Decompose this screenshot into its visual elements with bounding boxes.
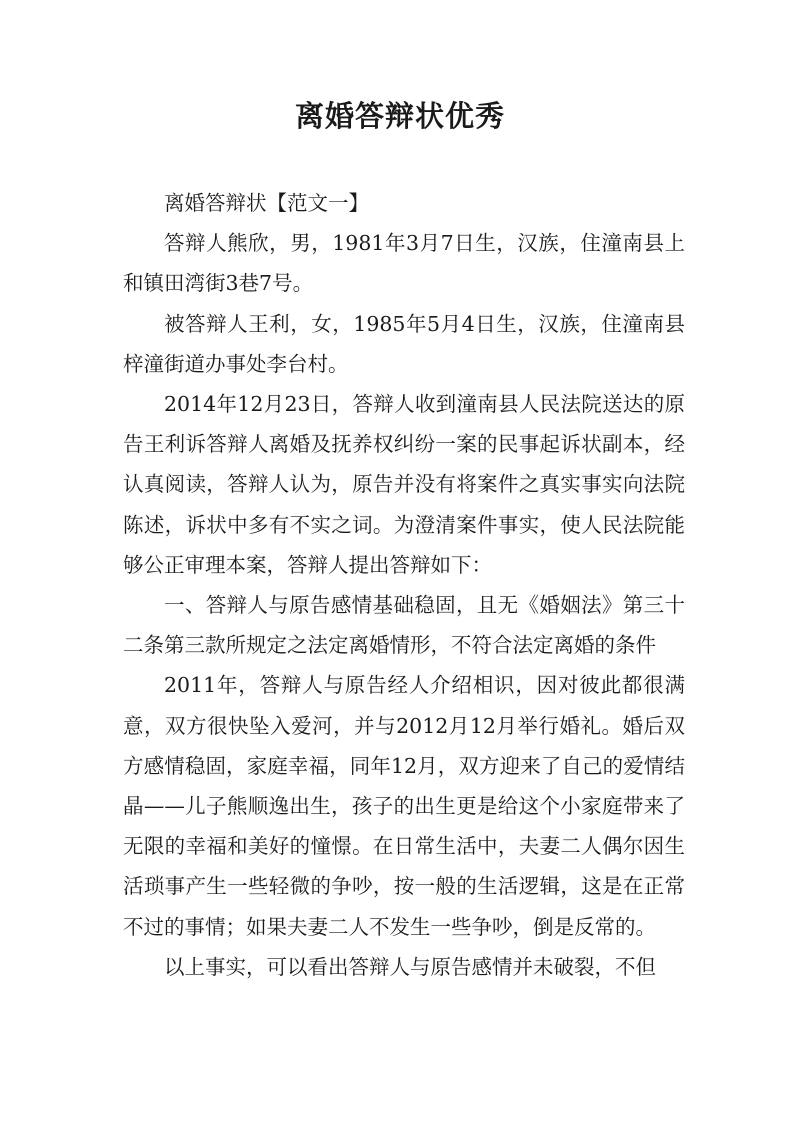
paragraph-section-one: 一、答辩人与原告感情基础稳固，且无《婚姻法》第三十二条第三款所规定之法定离婚情形，不符合法定离婚的条件 <box>123 593 685 658</box>
paragraph-respondent: 答辩人熊欣，男，1981年3月7日生，汉族，住潼南县上和镇田湾街3巷7号。 <box>123 231 685 296</box>
paragraph-background: 2014年12月23日，答辩人收到潼南县人民法院送达的原告王利诉答辩人离婚及抚养权纠纷一案的民事起诉状副本，经认真阅读，答辩人认为，原告并没有将案件之真实事实向法院陈述，诉状中多有不实之词。为澄清案件事实，使人民法院能够公正审理本案，答辩人提出答辩如下： <box>123 392 685 577</box>
paragraph-heading-sample: 离婚答辩状【范文一】 <box>164 191 369 215</box>
document-body <box>123 183 685 987</box>
paragraph-conclusion: 以上事实，可以看出答辩人与原告感情并未破裂，不但 <box>164 954 656 979</box>
document-title: 离婚答辩状优秀 <box>294 99 505 133</box>
paragraph-marriage-facts: 2011年，答辩人与原告经人介绍相识，因对彼此都很满意，双方很快坠入爱河，并与2012月12月举行婚礼。婚后双方感情稳固，家庭幸福，同年12月，双方迎来了自己的爱情结晶——儿子熊顺逸出生，孩子的出生更是给这个小家庭带来了无限的幸福和美好的憧憬。在日常生活中，夫妻二人偶尔因生活琐事产生一些轻微的争吵，按一般的生活逻辑，这是在正常不过的事情；如果夫妻二人不发生一些争吵，倒是反常的。 <box>123 673 685 939</box>
paragraph-plaintiff: 被答辩人王利，女，1985年5月4日生，汉族，住潼南县梓潼街道办事处李台村。 <box>123 311 685 376</box>
